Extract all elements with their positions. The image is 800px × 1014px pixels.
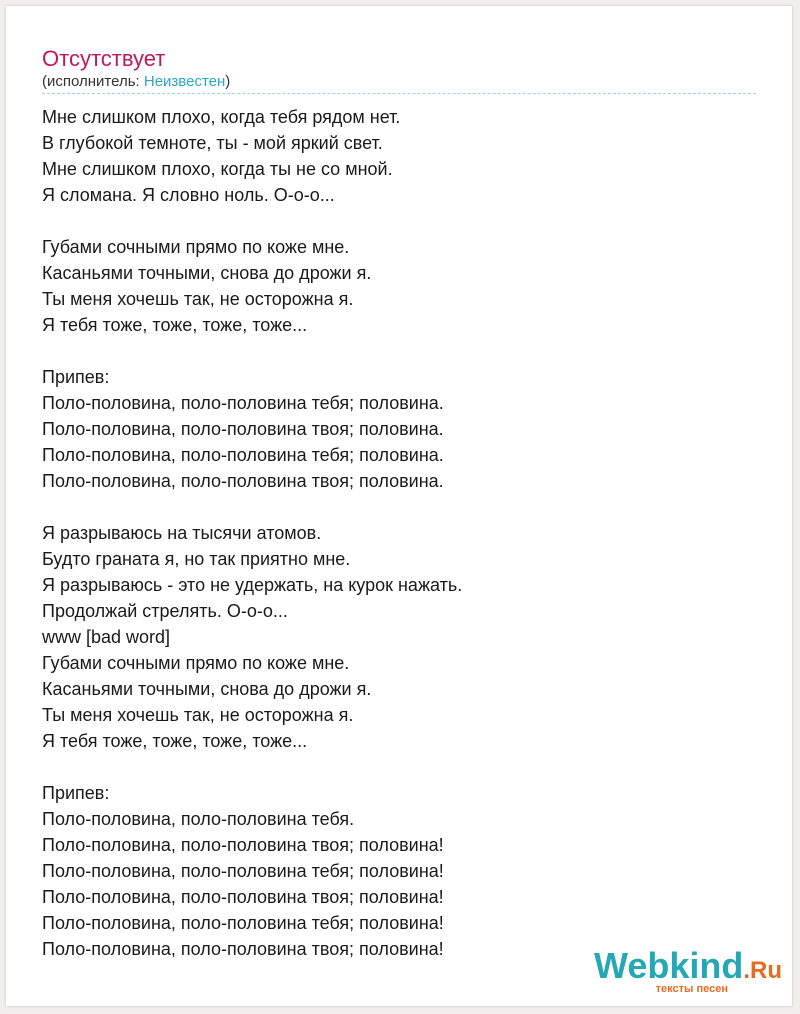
site-logo[interactable]	[593, 945, 782, 995]
artist-prefix: (исполнитель:	[42, 73, 144, 90]
lyric-line: Поло-половина, поло-половина твоя; половина!	[42, 887, 444, 907]
lyric-line: Припев:	[42, 783, 110, 803]
stanza-gap	[42, 494, 762, 520]
brand-name: Webkind	[593, 945, 744, 986]
lyric-line: Поло-половина, поло-половина твоя; половина.	[42, 419, 444, 439]
lyric-line: Поло-половина, поло-половина тебя; половина!	[42, 913, 444, 933]
lyric-line: Поло-половина, поло-половина твоя; половина!	[42, 939, 444, 959]
stanza-gap	[42, 754, 762, 780]
lyric-line: Касаньями точными, снова до дрожи я.	[42, 679, 372, 699]
lyric-line: Я сломана. Я словно ноль. О-о-о...	[42, 185, 335, 205]
lyrics-sheet	[6, 6, 792, 1006]
stanza-gap	[42, 338, 762, 364]
lyric-line: Ты меня хочешь так, не осторожна я.	[42, 289, 354, 309]
lyric-line: Мне слишком плохо, когда ты не со мной.	[42, 159, 393, 179]
lyric-line: Поло-половина, поло-половина тебя; половина.	[42, 393, 444, 413]
brand-tld: .Ru	[743, 957, 782, 984]
lyric-line: Поло-половина, поло-половина твоя; половина.	[42, 471, 444, 491]
artist-line	[42, 73, 230, 91]
song-title: Отсутствует	[42, 46, 166, 71]
lyric-line: Губами сочными прямо по коже мне.	[42, 237, 350, 257]
lyric-line: Я тебя тоже, тоже, тоже, тоже...	[42, 731, 308, 751]
lyric-line: Губами сочными прямо по коже мне.	[42, 653, 350, 673]
lyric-line: Ты меня хочешь так, не осторожна я.	[42, 705, 354, 725]
lyric-line: Припев:	[42, 367, 110, 387]
artist-suffix: )	[225, 73, 231, 90]
stanza-gap	[42, 208, 762, 234]
lyric-line: Мне слишком плохо, когда тебя рядом нет.	[42, 107, 401, 127]
lyric-line: Поло-половина, поло-половина тебя; половина.	[42, 445, 444, 465]
lyric-line: Будто граната я, но так приятно мне.	[42, 549, 351, 569]
lyric-line: Я тебя тоже, тоже, тоже, тоже...	[42, 315, 308, 335]
lyric-line: Поло-половина, поло-половина твоя; половина!	[42, 835, 444, 855]
brand-tagline: тексты песен	[655, 983, 728, 995]
lyric-line: Я разрываюсь - это не удержать, на курок нажать.	[42, 575, 463, 595]
lyric-line: В глубокой темноте, ты - мой яркий свет.	[42, 133, 383, 153]
title-divider	[42, 93, 756, 94]
lyric-line: Продолжай стрелять. О-о-о...	[42, 601, 288, 621]
lyric-line: Поло-половина, поло-половина тебя; половина!	[42, 861, 444, 881]
artist-link[interactable]: Неизвестен	[143, 73, 226, 90]
lyric-line: Я разрываюсь на тысячи атомов.	[42, 523, 322, 543]
lyrics-body	[42, 104, 762, 962]
lyric-line: www [bad word]	[42, 627, 171, 647]
lyric-line: Касаньями точными, снова до дрожи я.	[42, 263, 372, 283]
lyric-line: Поло-половина, поло-половина тебя.	[42, 809, 355, 829]
